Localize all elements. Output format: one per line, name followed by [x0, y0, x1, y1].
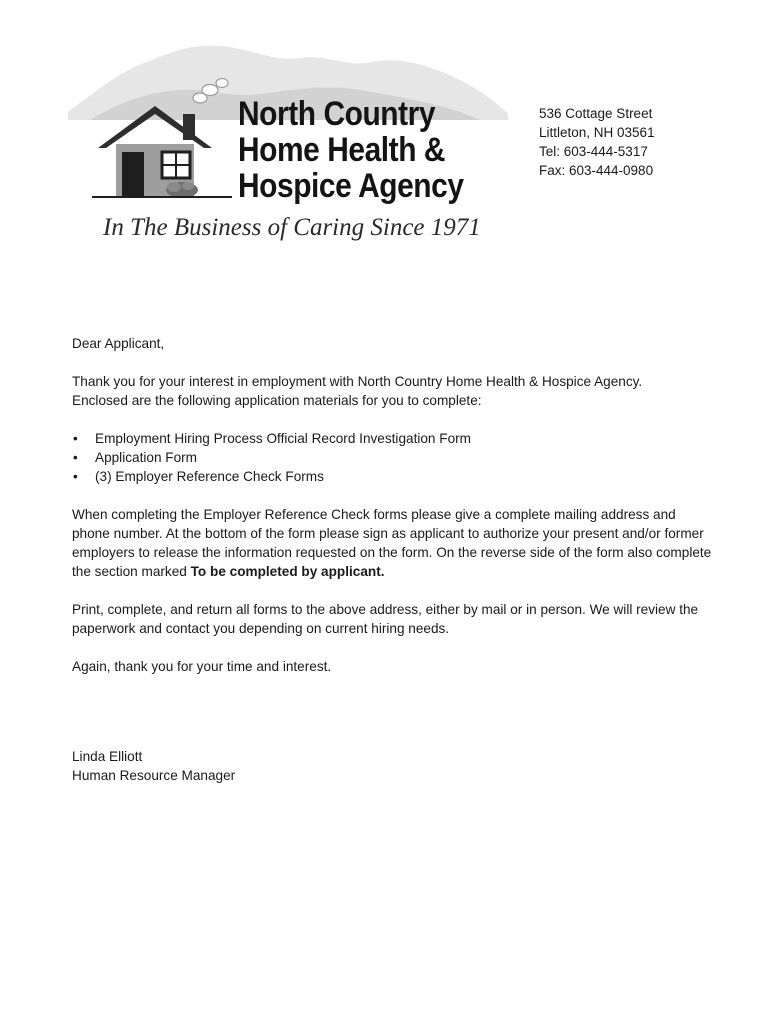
address-phone: Tel: 603-444-5317 [539, 144, 648, 159]
organization-name [238, 96, 464, 204]
intro-paragraph [72, 372, 712, 410]
address-city: Littleton, NH 03561 [539, 125, 655, 140]
signature-space [72, 695, 712, 747]
closing-paragraph: Again, thank you for your time and interest. [72, 659, 332, 674]
letter-body [72, 334, 712, 785]
organization-name-line-3: Hospice Agency [238, 167, 464, 205]
instructions-text: When completing the Employer Reference Check forms please give a complete mailing address and phone number. At the bottom of the form please sign as applicant to authorize your present and/or former employers to release the information requested on the form. On the reverse side of the form also complete the section marked [72, 507, 712, 579]
signer-title: Human Resource Manager [72, 768, 236, 783]
instructions-emphasis: To be completed by applicant. [190, 564, 385, 579]
address-fax: Fax: 603-444-0980 [539, 163, 654, 178]
intro-line-1: Thank you for your interest in employment with North Country Home Health & Hospice Agency. [72, 374, 643, 389]
address-block [539, 104, 655, 180]
list-item: • Application Form [95, 448, 712, 467]
organization-name-line-2: Home Health & [238, 131, 446, 169]
signature-block [72, 747, 712, 785]
return-paragraph: Print, complete, and return all forms to the above address, either by mail or in person. We will review the paperwork and contact you depending on current hiring needs. [72, 602, 699, 636]
signer-name: Linda Elliott [72, 749, 143, 764]
intro-line-2: Enclosed are the following application materials for you to complete: [72, 393, 482, 408]
tagline: In The Business of Caring Since 1971 [103, 214, 481, 241]
letterhead [60, 40, 520, 255]
salutation: Dear Applicant, [72, 336, 165, 351]
list-item: • Employment Hiring Process Official Record Investigation Form [95, 429, 712, 448]
instructions-paragraph [72, 505, 712, 581]
enclosure-list [72, 429, 712, 486]
address-street: 536 Cottage Street [539, 106, 653, 121]
list-item: • (3) Employer Reference Check Forms [95, 467, 712, 486]
organization-name-line-1: North Country [238, 95, 436, 133]
